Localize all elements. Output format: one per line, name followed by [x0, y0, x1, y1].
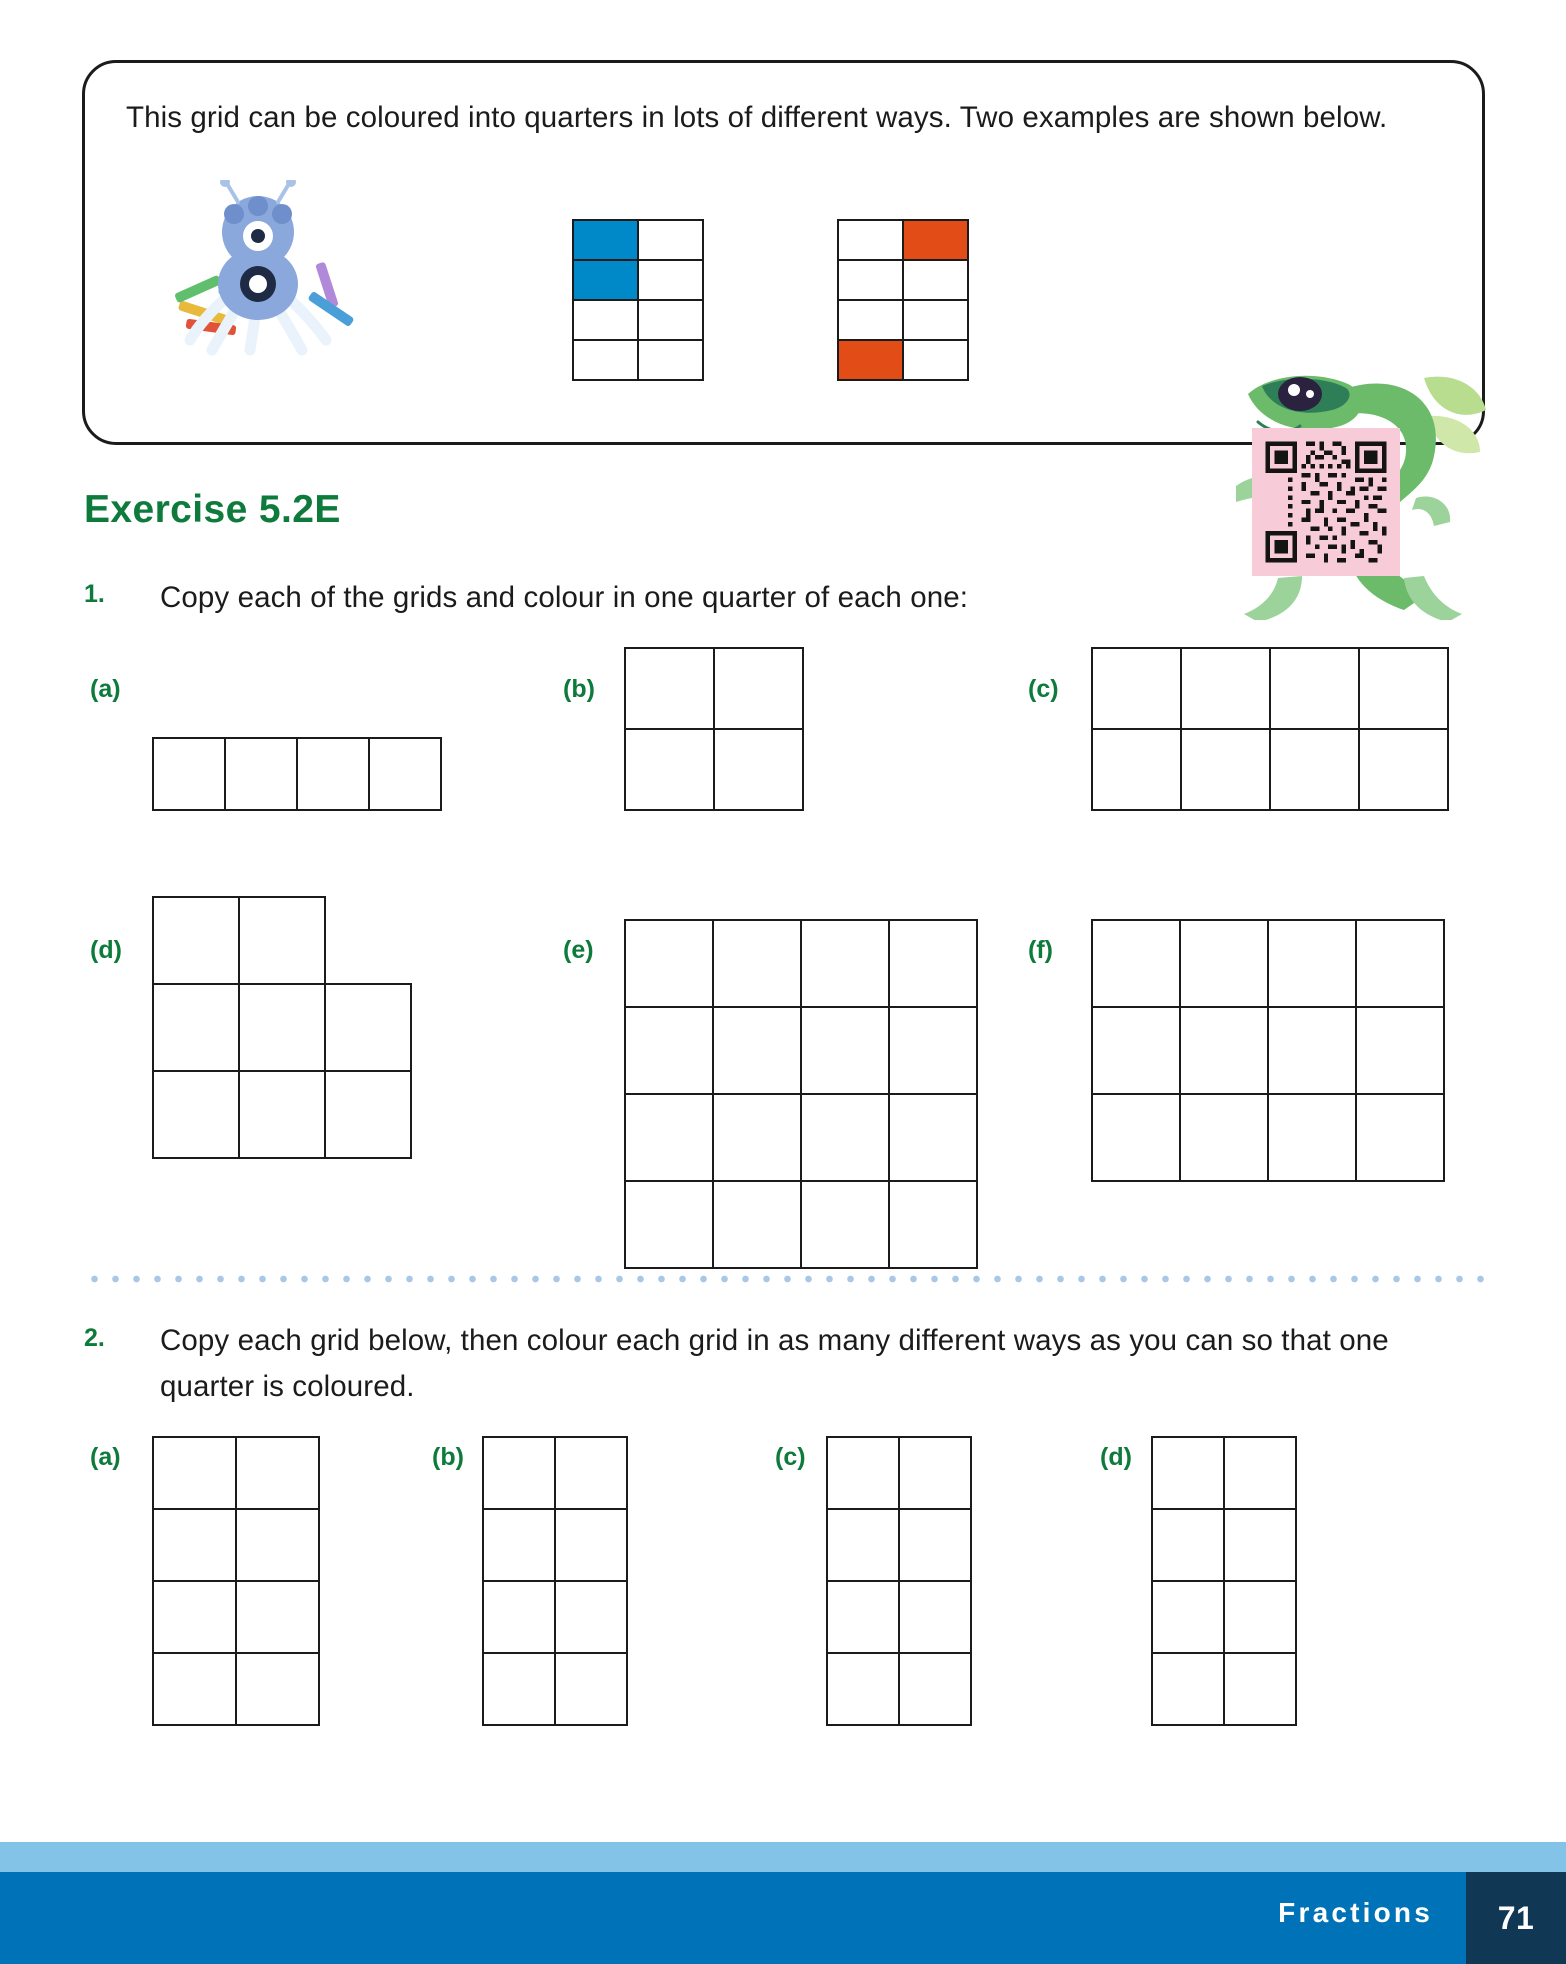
grid-cell[interactable] — [1267, 1093, 1358, 1183]
grid-cell[interactable] — [898, 1436, 973, 1511]
grid-cell[interactable] — [1091, 647, 1183, 731]
grid-cell[interactable] — [238, 896, 327, 986]
grid-cell — [902, 339, 970, 382]
grid-cell[interactable] — [235, 1580, 321, 1655]
question-2-part-a-label: (a) — [90, 1443, 121, 1471]
grid-cell-empty — [324, 896, 413, 986]
grid-cell[interactable] — [712, 919, 803, 1009]
grid-cell[interactable] — [1223, 1580, 1298, 1655]
grid-cell — [572, 339, 640, 382]
grid-cell — [637, 339, 705, 382]
question-1-grid-f[interactable] — [1092, 920, 1444, 1181]
grid-cell[interactable] — [624, 1180, 715, 1270]
grid-cell[interactable] — [152, 1436, 238, 1511]
grid-cell[interactable] — [224, 737, 299, 812]
question-1-part-a-label: (a) — [90, 675, 121, 703]
grid-cell[interactable] — [624, 647, 716, 731]
grid-cell[interactable] — [152, 737, 227, 812]
grid-cell — [902, 259, 970, 302]
grid-cell[interactable] — [888, 1180, 979, 1270]
grid-cell[interactable] — [554, 1508, 629, 1583]
grid-cell[interactable] — [235, 1508, 321, 1583]
grid-cell — [572, 219, 640, 262]
grid-cell[interactable] — [800, 1180, 891, 1270]
grid-cell[interactable] — [898, 1580, 973, 1655]
grid-cell[interactable] — [1180, 647, 1272, 731]
example-grid-orange — [838, 220, 968, 380]
grid-cell[interactable] — [482, 1436, 557, 1511]
question-2-part-b-label: (b) — [432, 1443, 464, 1471]
grid-cell[interactable] — [800, 919, 891, 1009]
grid-cell[interactable] — [152, 1508, 238, 1583]
grid-cell[interactable] — [1223, 1508, 1298, 1583]
grid-cell[interactable] — [152, 1652, 238, 1727]
grid-cell[interactable] — [368, 737, 443, 812]
grid-cell[interactable] — [482, 1652, 557, 1727]
grid-cell[interactable] — [554, 1580, 629, 1655]
grid-cell[interactable] — [1091, 728, 1183, 812]
qr-code[interactable] — [1261, 437, 1391, 567]
grid-cell[interactable] — [624, 728, 716, 812]
info-box-text: This grid can be coloured into quarters in lots of different ways. Two examples are shown below. — [126, 101, 1388, 134]
grid-cell[interactable] — [712, 1180, 803, 1270]
grid-cell — [902, 299, 970, 342]
question-1-part-c-label: (c) — [1028, 675, 1059, 703]
question-1-text: Copy each of the grids and colour in one quarter of each one: — [160, 581, 969, 614]
grid-cell[interactable] — [1151, 1508, 1226, 1583]
question-1-part-e-label: (e) — [563, 936, 594, 964]
grid-cell[interactable] — [1179, 1006, 1270, 1096]
grid-cell — [837, 259, 905, 302]
grid-cell[interactable] — [624, 1006, 715, 1096]
grid-cell[interactable] — [1151, 1580, 1226, 1655]
grid-cell[interactable] — [235, 1652, 321, 1727]
grid-cell[interactable] — [1267, 1006, 1358, 1096]
grid-cell — [837, 339, 905, 382]
qr-code-card[interactable] — [1252, 428, 1400, 576]
grid-cell[interactable] — [712, 1093, 803, 1183]
grid-cell[interactable] — [712, 1006, 803, 1096]
grid-cell[interactable] — [888, 919, 979, 1009]
question-1-part-f-label: (f) — [1028, 936, 1053, 964]
grid-cell[interactable] — [152, 1070, 241, 1160]
grid-cell[interactable] — [1179, 1093, 1270, 1183]
grid-cell[interactable] — [482, 1508, 557, 1583]
grid-cell[interactable] — [898, 1508, 973, 1583]
question-1-grid-a[interactable] — [153, 738, 441, 810]
grid-cell[interactable] — [152, 1580, 238, 1655]
question-1-grid-e[interactable] — [625, 920, 977, 1268]
grid-cell[interactable] — [482, 1580, 557, 1655]
grid-cell[interactable] — [1091, 1093, 1182, 1183]
grid-cell[interactable] — [1179, 919, 1270, 1009]
grid-cell — [572, 259, 640, 302]
question-2-grid-a[interactable] — [153, 1437, 319, 1725]
question-1-part-d-label: (d) — [90, 936, 122, 964]
question-2-grid-d[interactable] — [1152, 1437, 1296, 1725]
grid-cell — [572, 299, 640, 342]
question-1-grid-d[interactable] — [153, 897, 411, 1158]
grid-cell[interactable] — [800, 1006, 891, 1096]
grid-cell[interactable] — [238, 1070, 327, 1160]
grid-cell[interactable] — [324, 983, 413, 1073]
grid-cell[interactable] — [324, 1070, 413, 1160]
grid-cell — [637, 259, 705, 302]
grid-cell[interactable] — [152, 896, 241, 986]
grid-cell[interactable] — [888, 1006, 979, 1096]
grid-cell[interactable] — [826, 1508, 901, 1583]
grid-cell[interactable] — [713, 728, 805, 812]
question-2-grid-c[interactable] — [827, 1437, 971, 1725]
question-2-text: Copy each grid below, then colour each grid in as many different ways as you can so that one quarter is coloured. — [160, 1324, 1389, 1403]
footer-chapter-label: Fractions — [1278, 1897, 1433, 1928]
grid-cell[interactable] — [888, 1093, 979, 1183]
grid-cell[interactable] — [826, 1436, 901, 1511]
grid-cell[interactable] — [235, 1436, 321, 1511]
example-grid-blue — [573, 220, 703, 380]
grid-cell[interactable] — [1355, 919, 1446, 1009]
grid-cell[interactable] — [624, 1093, 715, 1183]
grid-cell[interactable] — [1151, 1652, 1226, 1727]
grid-cell[interactable] — [1269, 647, 1361, 731]
grid-cell[interactable] — [1355, 1006, 1446, 1096]
question-2-number: 2. — [84, 1324, 105, 1352]
grid-cell[interactable] — [624, 919, 715, 1009]
grid-cell[interactable] — [1355, 1093, 1446, 1183]
grid-cell[interactable] — [800, 1093, 891, 1183]
section-divider — [84, 1275, 1484, 1283]
question-2-part-d-label: (d) — [1100, 1443, 1132, 1471]
grid-cell[interactable] — [1358, 728, 1450, 812]
grid-cell[interactable] — [152, 983, 241, 1073]
grid-cell[interactable] — [1151, 1436, 1226, 1511]
grid-cell[interactable] — [1269, 728, 1361, 812]
grid-cell — [837, 299, 905, 342]
footer-accent-bar — [0, 1842, 1566, 1872]
question-2-part-c-label: (c) — [775, 1443, 806, 1471]
octopus-mascot-icon — [168, 180, 358, 360]
grid-cell[interactable] — [826, 1580, 901, 1655]
question-1-part-b-label: (b) — [563, 675, 595, 703]
grid-cell[interactable] — [296, 737, 371, 812]
grid-cell[interactable] — [1223, 1436, 1298, 1511]
grid-cell[interactable] — [554, 1436, 629, 1511]
grid-cell[interactable] — [554, 1652, 629, 1727]
grid-cell — [637, 299, 705, 342]
grid-cell[interactable] — [1267, 919, 1358, 1009]
grid-cell[interactable] — [1091, 919, 1182, 1009]
grid-cell[interactable] — [1091, 1006, 1182, 1096]
grid-cell — [837, 219, 905, 262]
page-number: 71 — [1497, 1899, 1535, 1936]
grid-cell[interactable] — [1223, 1652, 1298, 1727]
grid-cell[interactable] — [713, 647, 805, 731]
grid-cell[interactable] — [1180, 728, 1272, 812]
grid-cell[interactable] — [898, 1652, 973, 1727]
grid-cell[interactable] — [238, 983, 327, 1073]
grid-cell — [902, 219, 970, 262]
question-2-grid-b[interactable] — [483, 1437, 627, 1725]
footer-page-box — [1466, 1872, 1566, 1964]
grid-cell[interactable] — [1358, 647, 1450, 731]
grid-cell — [637, 219, 705, 262]
exercise-title: Exercise 5.2E — [84, 488, 341, 531]
question-1-grid-b[interactable] — [625, 648, 803, 810]
question-1-number: 1. — [84, 580, 105, 608]
question-1-grid-c[interactable] — [1092, 648, 1448, 810]
grid-cell[interactable] — [826, 1652, 901, 1727]
